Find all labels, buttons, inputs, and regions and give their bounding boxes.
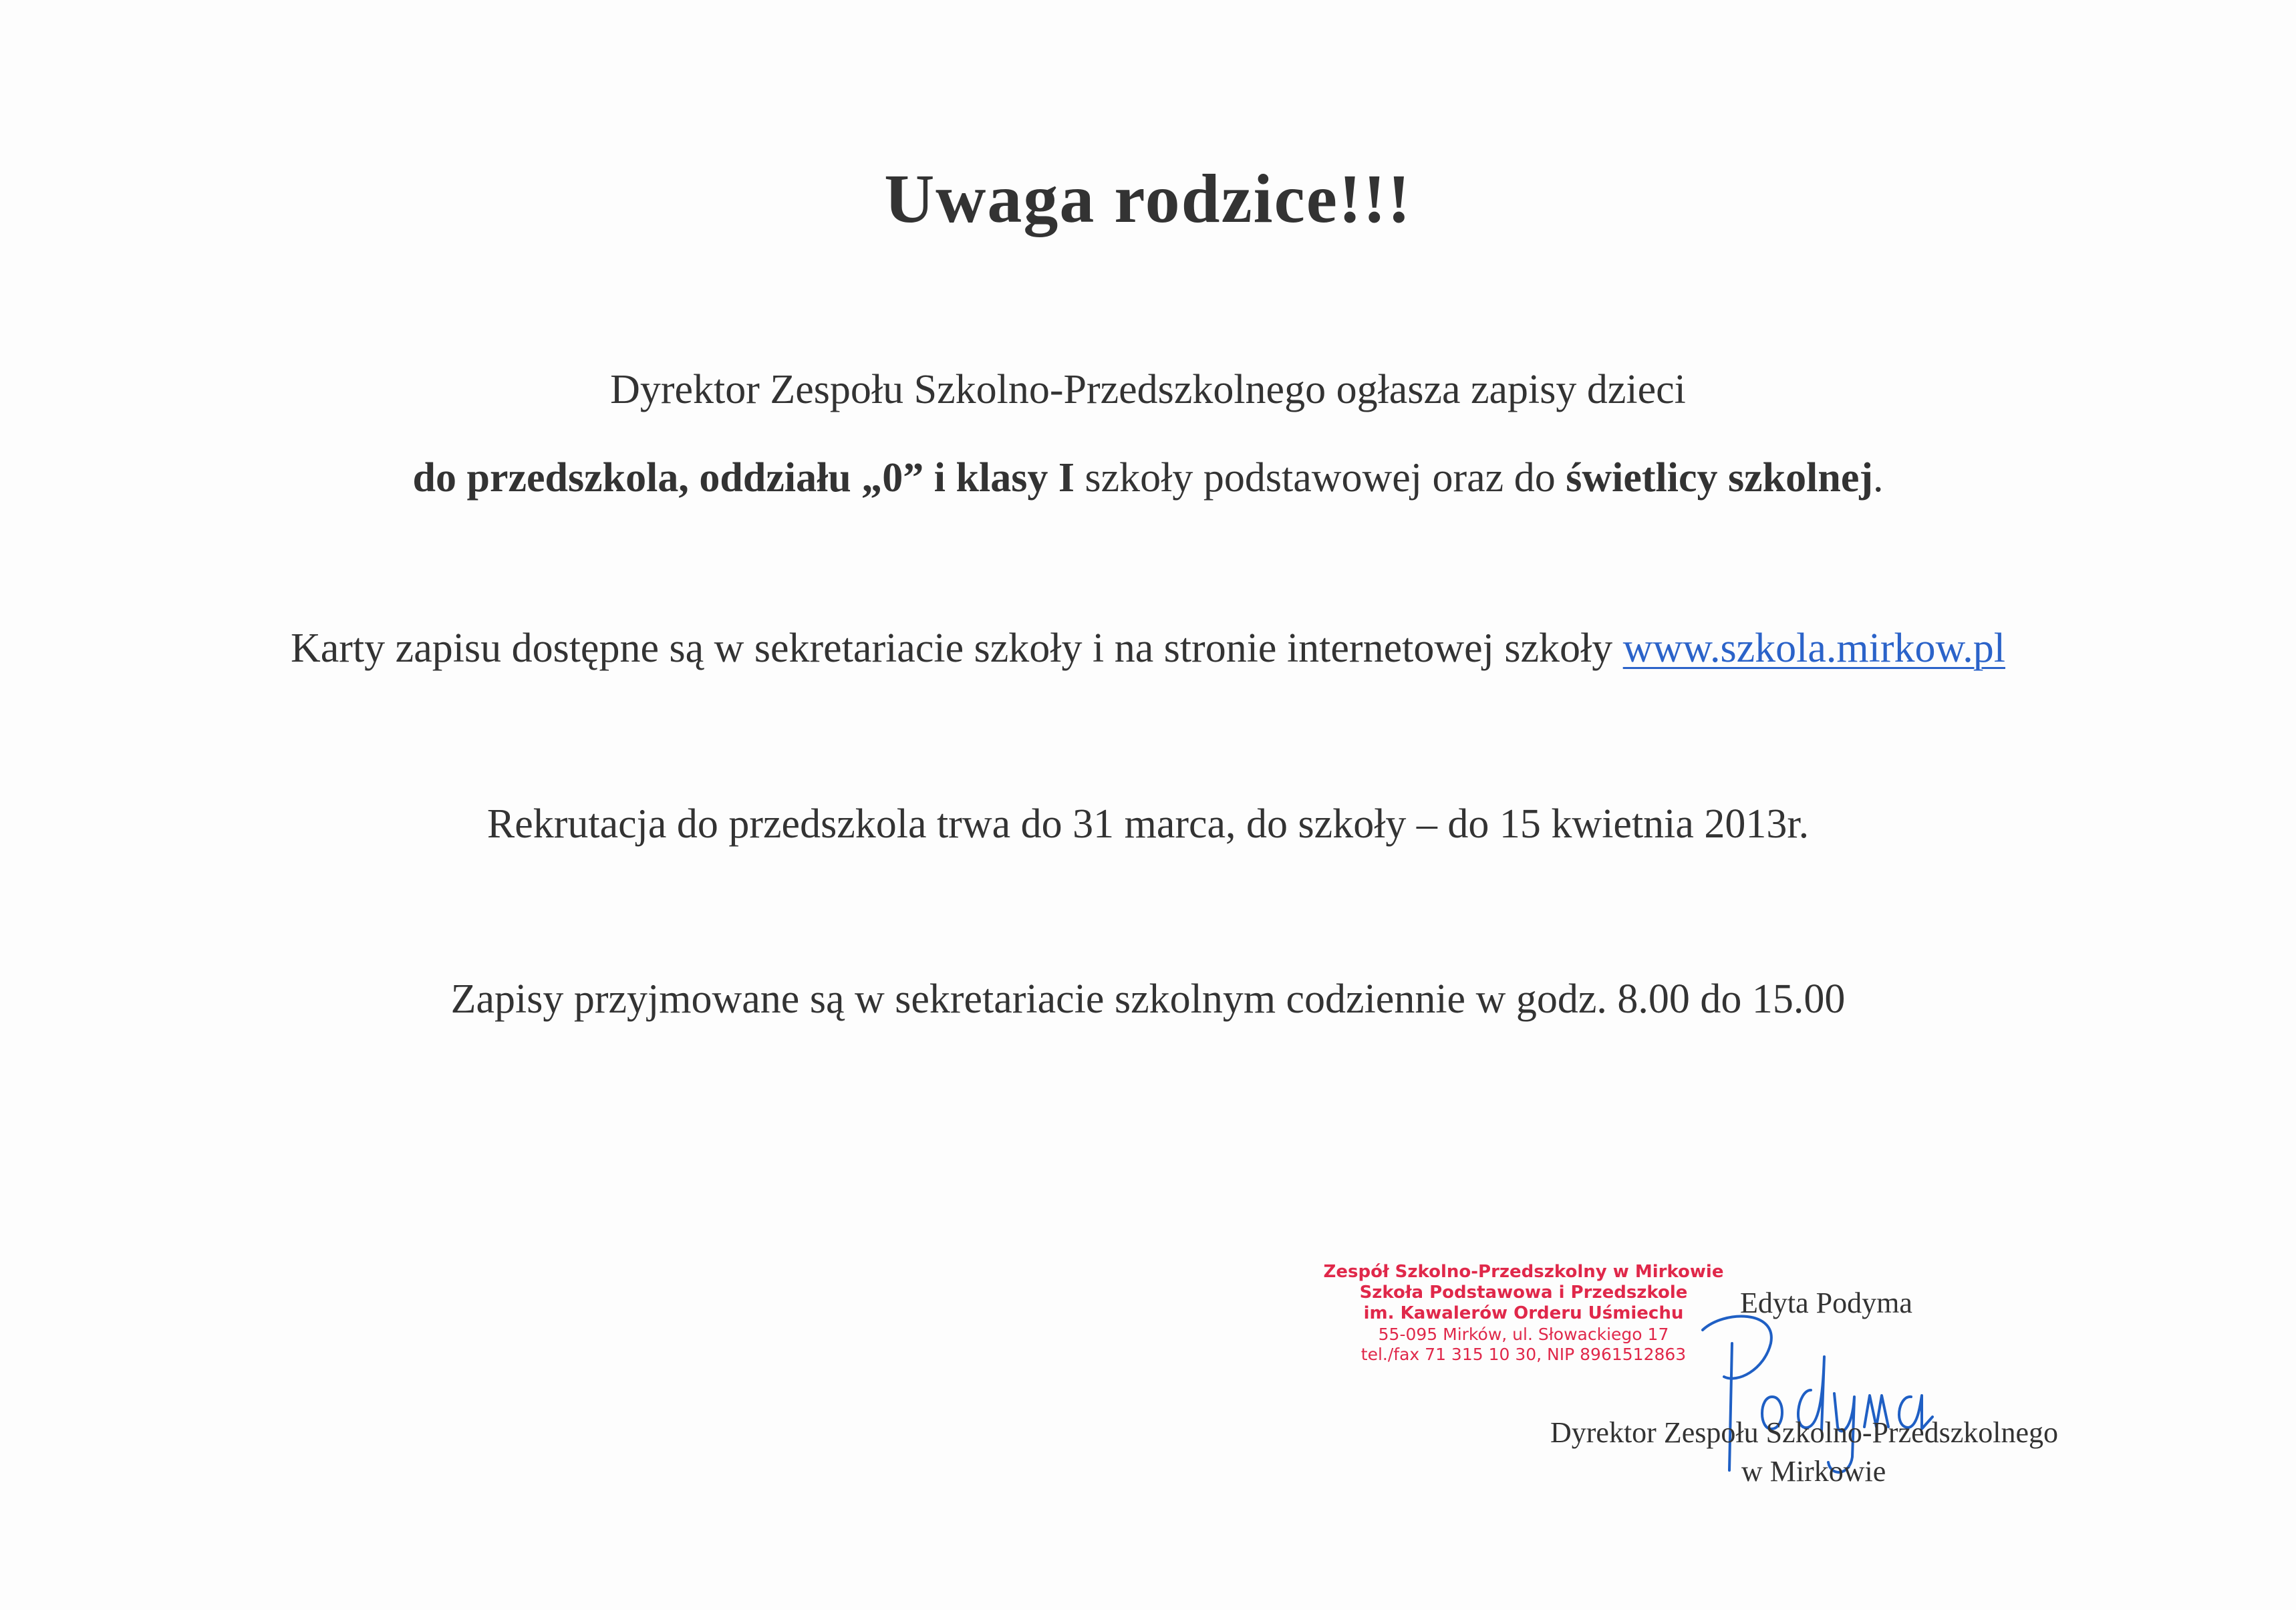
afterschool-bold: świetlicy szkolnej	[1566, 455, 1873, 501]
office-hours-line: Zapisy przyjmowane są w sekretariacie szkolnym codziennie w godz. 8.00 do 15.00	[450, 976, 1846, 1022]
signatory-name: Edyta Podyma	[1740, 1287, 1912, 1319]
forms-availability-text: Karty zapisu dostępne są w sekretariacie szkoły i na stronie internetowej szkoły	[291, 626, 1623, 671]
stamp-line-address: 55-095 Mirków, ul. Słowackiego 17	[1378, 1324, 1669, 1344]
signatory-role: Dyrektor Zespołu Szkolno-Przedszkolnego	[1550, 1416, 2059, 1449]
enrollment-scope-bold: do przedszkola, oddziału „0” i klasy I	[412, 455, 1074, 501]
stamp-line-contact: tel./fax 71 315 10 30, NIP 8961512863	[1360, 1344, 1687, 1364]
announcement-line: Dyrektor Zespołu Szkolno-Przedszkolnego ogłasza zapisy dzieci	[610, 367, 1686, 412]
enrollment-scope-text: szkoły podstawowej oraz do	[1074, 455, 1566, 501]
enrollment-scope-line	[0, 454, 2296, 502]
stamp-line-school-name: Zespół Szkolno-Przedszkolny w Mirkowie	[1323, 1262, 1724, 1282]
stamp-line-school-type: Szkoła Podstawowa i Przedszkole	[1359, 1283, 1688, 1303]
signatory-place: w Mirkowie	[1741, 1455, 1886, 1488]
forms-availability-line	[0, 625, 2296, 672]
enrollment-scope-end: .	[1872, 455, 1884, 501]
stamp-line-patron: im. Kawalerów Orderu Uśmiechu	[1363, 1303, 1684, 1324]
school-stamp	[1310, 1262, 1737, 1365]
school-website-link[interactable]: www.szkola.mirkow.pl	[1622, 626, 2005, 671]
notice-title: Uwaga rodzice!!!	[884, 160, 1412, 237]
recruitment-dates-line: Rekrutacja do przedszkola trwa do 31 marca, do szkoły – do 15 kwietnia 2013r.	[486, 801, 1810, 847]
